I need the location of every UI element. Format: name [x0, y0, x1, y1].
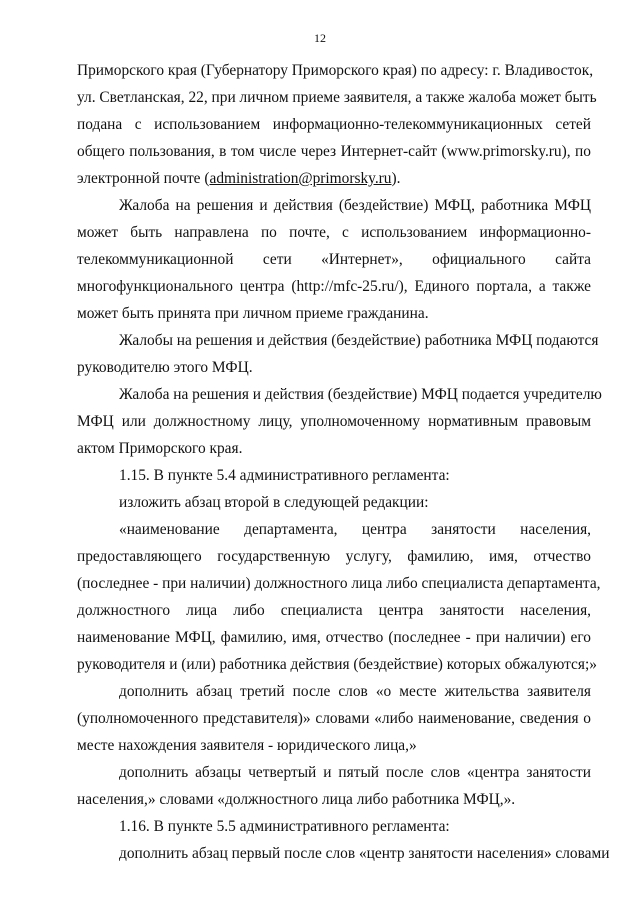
- text-fragment: ).: [391, 170, 401, 187]
- text-line: МФЦ или должностному лицу, уполномоченному нормативным правовым: [77, 413, 591, 430]
- text-line: может быть принята при личном приеме гражданина.: [77, 305, 429, 322]
- text-line: предоставляющего государственную услугу, фамилию, имя, отчество: [77, 548, 591, 565]
- text-line: месте нахождения заявителя - юридического лица,»: [77, 737, 417, 754]
- text-line: «наименование департамента, центра занятости населения,: [119, 521, 591, 538]
- text-line: (уполномоченного представителя)» словами «либо наименование, сведения о: [77, 710, 591, 727]
- text-line: руководителю этого МФЦ.: [77, 359, 253, 376]
- text-line: должностного лица либо специалиста центра занятости населения,: [77, 602, 591, 619]
- text-line-email: [77, 169, 591, 188]
- text-line: Жалобы на решения и действия (бездействие) работника МФЦ подаются: [119, 332, 599, 349]
- text-line: дополнить абзац первый после слов «центр занятости населения» словами: [119, 845, 610, 862]
- text-line: (последнее - при наличии) должностного лица либо специалиста департамента,: [77, 575, 601, 592]
- text-line: дополнить абзацы четвертый и пятый после слов «центра занятости: [119, 764, 591, 781]
- text-line: подана с использованием информационно-телекоммуникационных сетей: [77, 116, 591, 133]
- text-line: актом Приморского края.: [77, 440, 243, 457]
- text-line: может быть направлена по почте, с использованием информационно-: [77, 224, 591, 241]
- text-line: многофункционального центра (http://mfc-25.ru/), Единого портала, а также: [77, 278, 591, 295]
- text-line: руководителя и (или) работника действия (бездействие) которых обжалуются;»: [77, 656, 597, 673]
- text-line: ул. Светланская, 22, при личном приеме заявителя, а также жалоба может быть: [77, 89, 597, 106]
- text-line: наименование МФЦ, фамилию, имя, отчество (последнее - при наличии) его: [77, 629, 591, 646]
- text-line: общего пользования, в том числе через Интернет-сайт (www.primorsky.ru), по: [77, 143, 591, 160]
- text-line: Жалоба на решения и действия (бездействие) МФЦ, работника МФЦ: [119, 197, 591, 214]
- page-number: 12: [314, 31, 326, 45]
- text-line: населения,» словами «должностного лица либо работника МФЦ,».: [77, 791, 516, 808]
- text-line: Приморского края (Губернатору Приморского края) по адресу: г. Владивосток,: [77, 62, 594, 79]
- text-line: телекоммуникационной сети «Интернет», официального сайта: [77, 251, 591, 268]
- text-fragment: электронной почте (: [77, 170, 210, 187]
- text-line: 1.15. В пункте 5.4 административного регламента:: [119, 467, 450, 484]
- text-line: дополнить абзац третий после слов «о месте жительства заявителя: [119, 683, 591, 700]
- text-line: 1.16. В пункте 5.5 административного регламента:: [119, 818, 450, 835]
- text-line: изложить абзац второй в следующей редакции:: [119, 494, 429, 511]
- email-link[interactable]: administration@primorsky.ru: [209, 170, 392, 187]
- text-line: Жалоба на решения и действия (бездействие) МФЦ подается учредителю: [119, 386, 602, 403]
